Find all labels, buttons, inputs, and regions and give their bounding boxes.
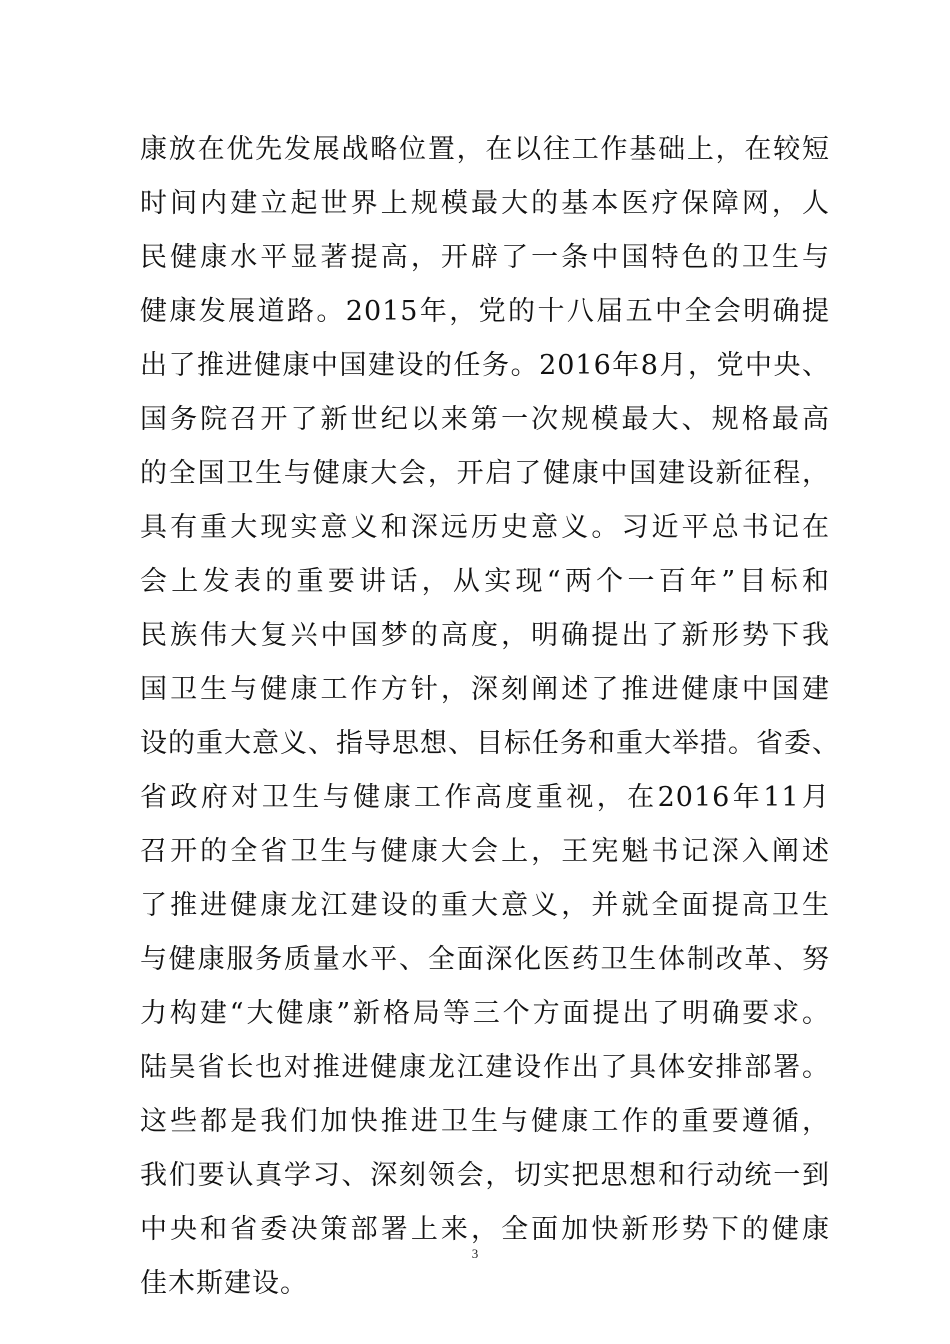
text-line: 这些都是我们加快推进卫生与健康工作的重要遵循， xyxy=(140,1106,830,1137)
text-line: 力构建“大健康”新格局等三个方面提出了明确要求。 xyxy=(140,998,830,1029)
text-line: 具有重大现实意义和深远历史意义。习近平总书记在 xyxy=(140,512,830,543)
text-line: 与健康服务质量水平、全面深化医药卫生体制改革、努 xyxy=(140,944,830,975)
text-line: 国卫生与健康工作方针，深刻阐述了推进健康中国建 xyxy=(140,674,830,705)
body-paragraph xyxy=(140,123,840,1311)
text-line: 民健康水平显著提高，开辟了一条中国特色的卫生与 xyxy=(140,242,830,273)
text-line: 设的重大意义、指导思想、目标任务和重大举措。省委、 xyxy=(140,728,840,759)
text-line: 陆昊省长也对推进健康龙江建设作出了具体安排部署。 xyxy=(140,1052,830,1083)
text-line: 了推进健康龙江建设的重大意义，并就全面提高卫生 xyxy=(140,890,830,921)
text-line: 出了推进健康中国建设的任务。2016年8月，党中央、 xyxy=(140,350,830,381)
text-line: 会上发表的重要讲话，从实现“两个一百年”目标和 xyxy=(140,566,830,597)
text-line: 康放在优先发展战略位置，在以往工作基础上，在较短 xyxy=(140,134,830,165)
text-line: 召开的全省卫生与健康大会上，王宪魁书记深入阐述 xyxy=(140,836,830,867)
text-line: 国务院召开了新世纪以来第一次规模最大、规格最高 xyxy=(140,404,830,435)
text-line-last: 佳木斯建设。 xyxy=(140,1268,308,1299)
text-line: 省政府对卫生与健康工作高度重视，在2016年11月 xyxy=(140,782,830,813)
text-line: 健康发展道路。2015年，党的十八届五中全会明确提 xyxy=(140,296,830,327)
text-line: 民族伟大复兴中国梦的高度，明确提出了新形势下我 xyxy=(140,620,830,651)
text-line: 时间内建立起世界上规模最大的基本医疗保障网，人 xyxy=(140,188,830,219)
page-number: 3 xyxy=(471,1246,479,1261)
text-line: 中央和省委决策部署上来，全面加快新形势下的健康 xyxy=(140,1214,830,1245)
text-line: 的全国卫生与健康大会，开启了健康中国建设新征程， xyxy=(140,458,830,489)
text-line: 我们要认真学习、深刻领会，切实把思想和行动统一到 xyxy=(140,1160,830,1191)
